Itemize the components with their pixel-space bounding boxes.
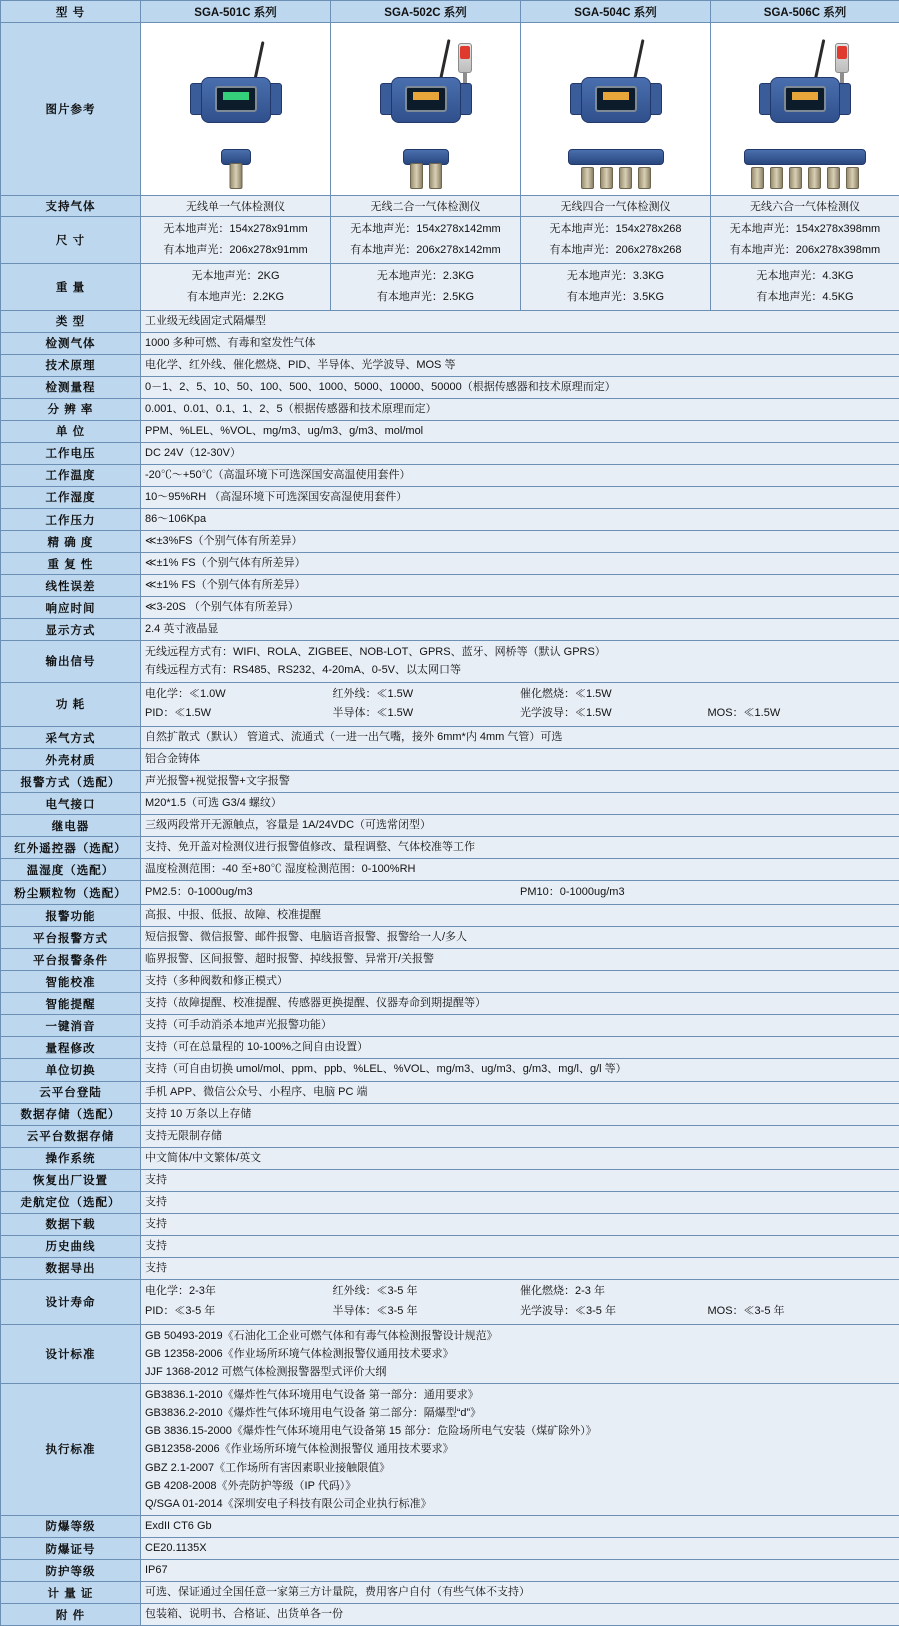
power-cell: 红外线：≪1.5W [333,685,521,705]
row-value: 支持（可自由切换 umol/mol、ppm、ppb、%LEL、%VOL、mg/m3、ug/m3、g/m3、mg/l、g/l 等） [141,1059,899,1081]
table-row-size [1,217,899,264]
weight-with-alarm: 有本地声光：2.2KG [145,287,326,308]
table-row-range [1,376,899,398]
life-cell: MOS：≪3-5 年 [708,1302,896,1322]
table-row-linearity [1,575,899,597]
row-value: 支持（可手动消杀本地声光报警功能） [141,1015,899,1037]
standard-line: GB 3836.15-2000《爆炸性气体环境用电气设备第 15 部分：危险场所电气安装（煤矿除外）》 [145,1422,895,1440]
sensor-array [751,167,859,189]
row-label: 线性误差 [1,575,141,597]
device-504c-illustration [541,25,691,193]
gas-value-1: 无线单一气体检测仪 [141,196,331,217]
life-cell [708,1282,896,1302]
row-value-dust [141,881,899,905]
sensor-probe [410,163,423,189]
row-label: 恢复出厂设置 [1,1169,141,1191]
row-value: 高报、中报、低报、故障、校准提醒 [141,905,899,927]
row-label: 检测气体 [1,332,141,354]
sensor-probe [846,167,859,189]
table-row-power [1,682,899,727]
row-value: 中文简体/中文繁体/英文 [141,1147,899,1169]
size-no-alarm: 无本地声光：154x278x268 [525,219,706,240]
power-cell: 催化燃烧：≪1.5W [520,685,708,705]
row-label: 显示方式 [1,619,141,641]
product-image-2 [331,23,521,196]
table-row-response-time [1,597,899,619]
standard-line: GBZ 2.1-2007《工作场所有害因素职业接触限值》 [145,1459,895,1477]
row-value: M20*1.5（可选 G3/4 螺纹） [141,793,899,815]
weight-value-3 [521,263,711,310]
row-label: 附 件 [1,1604,141,1626]
row-label: 量程修改 [1,1037,141,1059]
row-value: 支持 [141,1191,899,1213]
size-value-3 [521,217,711,264]
row-value: 支持（多种阀数和修正模式） [141,971,899,993]
power-cell: PID：≪1.5W [145,704,333,724]
row-value: 可选、保证通过全国任意一家第三方计量院，费用客户自付（有些气体不支持） [141,1582,899,1604]
table-row-mobile-positioning [1,1191,899,1213]
row-label: 单 位 [1,420,141,442]
size-value-1 [141,217,331,264]
row-value-exec-standard [141,1383,899,1515]
alarm-light-icon [458,43,472,73]
model-header-2: SGA-502C 系列 [331,1,521,23]
table-row-humidity [1,486,899,508]
power-cell: MOS：≪1.5W [708,704,896,724]
display-screen [595,86,637,112]
table-row-alarm-function [1,905,899,927]
size-no-alarm: 无本地声光：154x278x91mm [145,219,326,240]
row-label-dust: 粉尘颗粒物（选配） [1,881,141,905]
row-label: 防护等级 [1,1560,141,1582]
row-value: 自然扩散式（默认） 管道式、流通式（一进一出气嘴，接外 6mm*内 4mm 气管）可选 [141,727,899,749]
row-value: CE20.1135X [141,1538,899,1560]
weight-no-alarm: 无本地声光：4.3KG [715,266,895,287]
row-label: 智能提醒 [1,993,141,1015]
row-value: 三级两段常开无源触点，容量是 1A/24VDC（可选常闭型） [141,815,899,837]
row-label: 平台报警方式 [1,927,141,949]
table-row-ex-grade [1,1515,899,1537]
row-value: 86～106Kpa [141,508,899,530]
row-label: 历史曲线 [1,1235,141,1257]
table-row-unit [1,420,899,442]
sensor-array [581,167,651,189]
table-row-weight [1,263,899,310]
row-label: 继电器 [1,815,141,837]
model-header-3: SGA-504C 系列 [521,1,711,23]
table-row-metering-cert [1,1582,899,1604]
row-label: 响应时间 [1,597,141,619]
sensor-probe [827,167,840,189]
row-label-exec-standard: 执行标准 [1,1383,141,1515]
table-row-smart-calibration [1,971,899,993]
row-label: 重 复 性 [1,553,141,575]
size-with-alarm: 有本地声光：206x278x142mm [335,240,516,261]
gas-manifold [744,149,866,165]
table-row-history-curve [1,1235,899,1257]
row-value: PPM、%LEL、%VOL、mg/m3、ug/m3、g/m3、mol/mol [141,420,899,442]
table-row-design-life [1,1279,899,1324]
table-row-data-export [1,1257,899,1279]
standard-line: Q/SGA 01-2014《深圳安电子科技有限公司企业执行标准》 [145,1495,895,1513]
table-row-range-modify [1,1037,899,1059]
table-row-platform-alarm-condition [1,949,899,971]
size-with-alarm: 有本地声光：206x278x91mm [145,240,326,261]
row-label: 技术原理 [1,354,141,376]
life-cell: 光学波导：≪3-5 年 [520,1302,708,1322]
table-row-factory-reset [1,1169,899,1191]
table-row-sampling [1,727,899,749]
alarm-light-icon [835,43,849,73]
output-wired: 有线远程方式有：RS485、RS232、4-20mA、0-5V、以太网口等 [145,661,895,679]
table-row-platform-alarm-mode [1,927,899,949]
weight-no-alarm: 无本地声光：2KG [145,266,326,287]
row-value: 温度检测范围：-40 至+80℃ 湿度检测范围：0-100%RH [141,859,899,881]
row-label: 检测量程 [1,376,141,398]
product-image-3 [521,23,711,196]
row-value: 支持（故障提醒、校准提醒、传感器更换提醒、仪器寿命到期提醒等） [141,993,899,1015]
table-row-os [1,1147,899,1169]
row-value: IP67 [141,1560,899,1582]
row-value: 手机 APP、微信公众号、小程序、电脑 PC 端 [141,1081,899,1103]
row-value: ≪±1% FS（个别气体有所差异） [141,553,899,575]
power-cell: 光学波导：≪1.5W [520,704,708,724]
row-label: 类 型 [1,310,141,332]
weight-value-1 [141,263,331,310]
row-label: 工作温度 [1,464,141,486]
sensor-probe [429,163,442,189]
row-label: 智能校准 [1,971,141,993]
table-row-ex-cert [1,1538,899,1560]
sensor-probe [619,167,632,189]
row-label: 数据导出 [1,1257,141,1279]
life-cell: 红外线：≪3-5 年 [333,1282,521,1302]
standard-line: GB 12358-2006《作业场所环境气体检测报警仪通用技术要求》 [145,1345,895,1363]
gas-value-4: 无线六合一气体检测仪 [711,196,899,217]
table-row-tech-principle [1,354,899,376]
row-value: 0－1、2、5、10、50、100、500、1000、5000、10000、50000（根据传感器和技术原理而定） [141,376,899,398]
row-label: 一键消音 [1,1015,141,1037]
table-row-display [1,619,899,641]
row-value: 支持、免开盖对检测仪进行报警值修改、量程调整、气体校准等工作 [141,837,899,859]
weight-value-4 [711,263,899,310]
table-row-gas [1,196,899,217]
table-row-type [1,310,899,332]
row-value: 10～95%RH （高湿环境下可选深国安高湿使用套件） [141,486,899,508]
row-label: 报警功能 [1,905,141,927]
table-row-ip-grade [1,1560,899,1582]
row-label: 采气方式 [1,727,141,749]
row-label: 数据存储（选配） [1,1103,141,1125]
row-label: 电气接口 [1,793,141,815]
power-cell: 电化学：≪1.0W [145,685,333,705]
row-value: DC 24V（12-30V） [141,442,899,464]
row-value: 支持（可在总量程的 10-100%之间自由设置） [141,1037,899,1059]
life-cell: 电化学：2-3年 [145,1282,333,1302]
life-cell: 催化燃烧：2-3 年 [520,1282,708,1302]
table-row-accessories [1,1604,899,1626]
table-row-repeatability [1,553,899,575]
standard-line: GB3836.1-2010《爆炸性气体环境用电气设备 第一部分：通用要求》 [145,1386,895,1404]
row-label: 防爆证号 [1,1538,141,1560]
output-wireless: 无线远程方式有：WIFI、ROLA、ZIGBEE、NOB-LOT、GPRS、蓝牙、网桥等（默认 GPRS） [145,643,895,661]
row-label: 精 确 度 [1,531,141,553]
row-value: -20℃～+50℃（高温环境下可选深国安高温使用套件） [141,464,899,486]
table-row-pressure [1,508,899,530]
table-row-resolution [1,398,899,420]
table-row-data-download [1,1213,899,1235]
row-value-output [141,641,899,682]
row-value: 支持无限制存储 [141,1125,899,1147]
standard-line: GB12358-2006《作业场所环境气体检测报警仪 通用技术要求》 [145,1440,895,1458]
row-label: 红外遥控器（选配） [1,837,141,859]
weight-with-alarm: 有本地声光：2.5KG [335,287,516,308]
table-row-voltage [1,442,899,464]
row-label: 数据下载 [1,1213,141,1235]
sensor-probe [638,167,651,189]
row-label: 单位切换 [1,1059,141,1081]
table-row-accuracy [1,531,899,553]
row-label-output: 输出信号 [1,641,141,682]
model-header-4: SGA-506C 系列 [711,1,899,23]
row-label-gas: 支持气体 [1,196,141,217]
table-row-dust [1,881,899,905]
display-screen [784,86,826,112]
row-label: 走航定位（选配） [1,1191,141,1213]
standard-line: JJF 1368-2012 可燃气体检测报警器型式评价大纲 [145,1363,895,1381]
row-value-power [141,682,899,727]
table-row-design-standard [1,1324,899,1383]
row-value: 支持 [141,1213,899,1235]
table-row-one-key-mute [1,1015,899,1037]
standard-line: GB 4208-2008《外壳防护等级（IP 代码）》 [145,1477,895,1495]
row-value: 支持 [141,1257,899,1279]
table-row-relay [1,815,899,837]
table-row-exec-standard [1,1383,899,1515]
row-value: ≪±3%FS（个别气体有所差异） [141,531,899,553]
row-value: ExdII CT6 Gb [141,1515,899,1537]
row-value: 临界报警、区间报警、超时报警、掉线报警、异常开/关报警 [141,949,899,971]
product-image-4 [711,23,899,196]
row-label: 云平台数据存储 [1,1125,141,1147]
row-label-image: 图片参考 [1,23,141,196]
size-no-alarm: 无本地声光：154x278x142mm [335,219,516,240]
row-value: 工业级无线固定式隔爆型 [141,310,899,332]
row-label: 温湿度（选配） [1,859,141,881]
weight-with-alarm: 有本地声光：3.5KG [525,287,706,308]
table-row-alarm-mode [1,771,899,793]
table-row-unit-switch [1,1059,899,1081]
product-image-1 [141,23,331,196]
row-label-design-life: 设计寿命 [1,1279,141,1324]
table-row-smart-reminder [1,993,899,1015]
row-label: 分 辨 率 [1,398,141,420]
sensor-probe [789,167,802,189]
row-label: 操作系统 [1,1147,141,1169]
size-value-2 [331,217,521,264]
row-label: 报警方式（选配） [1,771,141,793]
row-value: 短信报警、微信报警、邮件报警、电脑语音报警、报警给一人/多人 [141,927,899,949]
table-row-cloud-login [1,1081,899,1103]
row-label: 计 量 证 [1,1582,141,1604]
size-no-alarm: 无本地声光：154x278x398mm [715,219,895,240]
row-label: 云平台登陆 [1,1081,141,1103]
row-value: ≪±1% FS（个别气体有所差异） [141,575,899,597]
size-value-4 [711,217,899,264]
row-label-weight: 重 量 [1,263,141,310]
table-row-cloud-storage [1,1125,899,1147]
standard-line: GB 50493-2019《石油化工企业可燃气体和有毒气体检测报警设计规范》 [145,1327,895,1345]
size-with-alarm: 有本地声光：206x278x398mm [715,240,895,261]
power-cell: 半导体：≪1.5W [333,704,521,724]
table-row-output-signal [1,641,899,682]
sensor-array [410,163,442,189]
row-value: 2.4 英寸液晶显 [141,619,899,641]
life-cell: PID：≪3-5 年 [145,1302,333,1322]
weight-value-2 [331,263,521,310]
sensor-probe [751,167,764,189]
row-value: 0.001、0.01、0.1、1、2、5（根据传感器和技术原理而定） [141,398,899,420]
table-row-data-storage [1,1103,899,1125]
power-cell [708,685,896,705]
table-row-model [1,1,899,23]
gas-manifold [568,149,664,165]
table-row-temp-humidity-option [1,859,899,881]
dust-pm25: PM2.5：0-1000ug/m3 [145,883,520,902]
row-value: 声光报警+视觉报警+文字报警 [141,771,899,793]
sensor-probe [229,163,242,189]
display-screen [405,86,447,112]
weight-no-alarm: 无本地声光：2.3KG [335,266,516,287]
table-row-temperature [1,464,899,486]
row-value-design-standard [141,1324,899,1383]
row-label: 防爆等级 [1,1515,141,1537]
model-header-1: SGA-501C 系列 [141,1,331,23]
table-row-electrical-interface [1,793,899,815]
gas-value-2: 无线二合一气体检测仪 [331,196,521,217]
display-screen [215,86,257,112]
sensor-probe [770,167,783,189]
sensor-probe [600,167,613,189]
row-label: 平台报警条件 [1,949,141,971]
row-value: 包装箱、说明书、合格证、出货单各一份 [141,1604,899,1626]
sensor-probe [808,167,821,189]
row-value: 支持 [141,1169,899,1191]
device-506c-illustration [730,25,880,193]
size-with-alarm: 有本地声光：206x278x268 [525,240,706,261]
row-value: ≪3-20S （个别气体有所差异） [141,597,899,619]
row-value: 电化学、红外线、催化燃烧、PID、半导体、光学波导、MOS 等 [141,354,899,376]
row-value: 支持 10 万条以上存储 [141,1103,899,1125]
table-row-housing [1,749,899,771]
device-501c-illustration [161,25,311,193]
row-label: 工作压力 [1,508,141,530]
device-502c-illustration [351,25,501,193]
row-label: 外壳材质 [1,749,141,771]
row-label-design-standard: 设计标准 [1,1324,141,1383]
gas-value-3: 无线四合一气体检测仪 [521,196,711,217]
row-value: 铝合金铸体 [141,749,899,771]
row-value: 支持 [141,1235,899,1257]
row-label-power: 功 耗 [1,682,141,727]
table-row-detect-gas [1,332,899,354]
sensor-probe [581,167,594,189]
row-value-design-life [141,1279,899,1324]
sensor-array [229,163,242,189]
row-value: 1000 多种可燃、有毒和窒发性气体 [141,332,899,354]
row-label-size: 尺 寸 [1,217,141,264]
standard-line: GB3836.2-2010《爆炸性气体环境用电气设备 第二部分：隔爆型“d”》 [145,1404,895,1422]
dust-pm10: PM10：0-1000ug/m3 [520,883,895,902]
life-cell: 半导体：≪3-5 年 [333,1302,521,1322]
table-row-ir-remote [1,837,899,859]
row-label: 工作湿度 [1,486,141,508]
weight-no-alarm: 无本地声光：3.3KG [525,266,706,287]
row-label: 工作电压 [1,442,141,464]
weight-with-alarm: 有本地声光：4.5KG [715,287,895,308]
table-row-images [1,23,899,196]
row-label-model: 型 号 [1,1,141,23]
